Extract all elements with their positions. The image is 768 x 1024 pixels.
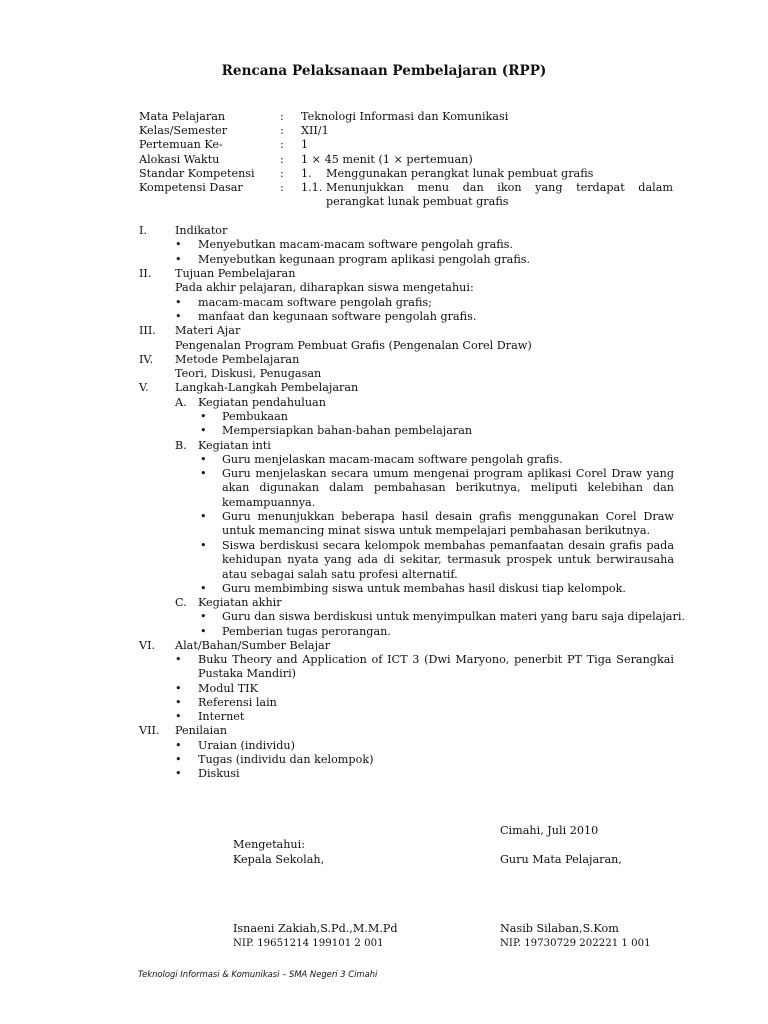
principal-nip: NIP. 19651214 199101 2 001	[233, 938, 384, 949]
identity-colon: :	[280, 181, 284, 194]
identity-colon: :	[280, 153, 284, 166]
identity-colon: :	[280, 110, 284, 123]
section-number: I.	[139, 224, 147, 237]
list-item: Buku Theory and Application of ICT 3 (Dwi Maryono, penerbit PT Tiga Serangkai Pustaka Mandiri)	[198, 653, 674, 681]
list-item: Mempersiapkan bahan-bahan pembelajaran	[222, 424, 473, 437]
section-number: IV.	[139, 353, 154, 366]
identity-label: Standar Kompetensi	[139, 167, 255, 180]
identity-value: 1	[301, 138, 309, 151]
bullet-icon: •	[200, 510, 207, 523]
subsection-letter: C.	[175, 596, 187, 609]
section-heading: Materi Ajar	[175, 324, 241, 337]
page-footer: Teknologi Informasi & Komunikasi – SMA Negeri 3 Cimahi	[138, 969, 378, 979]
subsection-letter: A.	[175, 396, 187, 409]
section-number: VI.	[139, 639, 156, 652]
subsection-heading: Kegiatan akhir	[198, 596, 282, 609]
bullet-icon: •	[175, 253, 182, 266]
bullet-icon: •	[175, 710, 182, 723]
list-item: Pembukaan	[222, 410, 288, 423]
bullet-icon: •	[175, 753, 182, 766]
teacher-nip: NIP. 19730729 202221 1 001	[500, 938, 651, 949]
section-heading: Metode Pembelajaran	[175, 353, 300, 366]
identity-colon: :	[280, 138, 284, 151]
list-item: Guru membimbing siswa untuk membahas hasil diskusi tiap kelompok.	[222, 582, 626, 595]
list-item: Referensi lain	[198, 696, 277, 709]
list-item: Tugas (individu dan kelompok)	[198, 753, 374, 766]
section-heading: Alat/Bahan/Sumber Belajar	[175, 639, 331, 652]
bullet-icon: •	[200, 539, 207, 552]
section-heading: Penilaian	[175, 724, 228, 737]
list-item: Siswa berdiskusi secara kelompok membahas pemanfaatan desain grafis pada kehidupan nyata yang ada di sekitar, termasuk prospek untuk berwirausaha atau sebagai salah satu profesi alternatif.	[222, 539, 674, 581]
identity-label: Kompetensi Dasar	[139, 181, 243, 194]
identity-value: Teknologi Informasi dan Komunikasi	[301, 110, 509, 123]
list-item: manfaat dan kegunaan software pengolah grafis.	[198, 310, 477, 323]
identity-value: Menunjukkan menu dan ikon yang terdapat dalam perangkat lunak pembuat grafis	[326, 181, 673, 209]
document-title: Rencana Pelaksanaan Pembelajaran (RPP)	[221, 63, 547, 79]
identity-colon: :	[280, 124, 284, 137]
section-intro: Pada akhir pelajaran, diharapkan siswa mengetahui:	[175, 281, 474, 294]
bullet-icon: •	[200, 625, 207, 638]
section-heading: Indikator	[175, 224, 228, 237]
teacher-title: Guru Mata Pelajaran,	[500, 853, 622, 866]
list-item: Pemberian tugas perorangan.	[222, 625, 391, 638]
identity-value: 1 × 45 menit (1 × pertemuan)	[301, 153, 473, 166]
identity-label: Kelas/Semester	[139, 124, 228, 137]
section-number: II.	[139, 267, 152, 280]
bullet-icon: •	[175, 696, 182, 709]
bullet-icon: •	[200, 453, 207, 466]
subsection-letter: B.	[175, 439, 187, 452]
identity-value: Menggunakan perangkat lunak pembuat grafis	[326, 167, 594, 180]
acknowledged-label: Mengetahui:	[233, 838, 305, 851]
bullet-icon: •	[175, 653, 182, 666]
section-number: V.	[139, 381, 149, 394]
teacher-name: Nasib Silaban,S.Kom	[500, 922, 619, 935]
list-item: macam-macam software pengolah grafis;	[198, 296, 432, 309]
section-heading: Tujuan Pembelajaran	[175, 267, 296, 280]
bullet-icon: •	[200, 410, 207, 423]
bullet-icon: •	[200, 610, 207, 623]
list-item: Diskusi	[198, 767, 240, 780]
list-item: Uraian (individu)	[198, 739, 295, 752]
list-item: Guru menjelaskan macam-macam software pengolah grafis.	[222, 453, 563, 466]
principal-name: Isnaeni Zakiah,S.Pd.,M.M.Pd	[233, 922, 398, 935]
bullet-icon: •	[175, 767, 182, 780]
list-item: Menyebutkan macam-macam software pengolah grafis.	[198, 238, 513, 251]
bullet-icon: •	[200, 467, 207, 480]
identity-label: Pertemuan Ke-	[139, 138, 223, 151]
list-item: Guru menunjukkan beberapa hasil desain grafis menggunakan Corel Draw untuk memancing minat siswa untuk mempelajari pembahasan berikutnya.	[222, 510, 674, 538]
subsection-heading: Kegiatan pendahuluan	[198, 396, 326, 409]
list-item: Menyebutkan kegunaan program aplikasi pengolah grafis.	[198, 253, 531, 266]
section-number: VII.	[139, 724, 160, 737]
list-item: Guru menjelaskan secara umum mengenai program aplikasi Corel Draw yang akan digunakan dalam pembahasan berikutnya, meliputi kelebihan dan kemampuannya.	[222, 467, 674, 509]
identity-label: Mata Pelajaran	[139, 110, 226, 123]
identity-label: Alokasi Waktu	[139, 153, 220, 166]
list-item: Modul TIK	[198, 682, 258, 695]
subsection-heading: Kegiatan inti	[198, 439, 271, 452]
bullet-icon: •	[175, 296, 182, 309]
section-number: III.	[139, 324, 156, 337]
list-item: Guru dan siswa berdiskusi untuk menyimpulkan materi yang baru saja dipelajari.	[222, 610, 685, 623]
identity-colon: :	[280, 167, 284, 180]
bullet-icon: •	[175, 682, 182, 695]
principal-title: Kepala Sekolah,	[233, 853, 325, 866]
identity-value-number: 1.	[301, 167, 312, 180]
bullet-icon: •	[200, 424, 207, 437]
section-heading: Langkah-Langkah Pembelajaran	[175, 381, 359, 394]
section-text: Teori, Diskusi, Penugasan	[175, 367, 322, 380]
place-date: Cimahi, Juli 2010	[500, 824, 599, 837]
list-item: Internet	[198, 710, 245, 723]
identity-value: XII/1	[301, 124, 329, 137]
identity-value-number: 1.1.	[301, 181, 323, 194]
section-text: Pengenalan Program Pembuat Grafis (Pengenalan Corel Draw)	[175, 339, 532, 352]
bullet-icon: •	[200, 582, 207, 595]
bullet-icon: •	[175, 739, 182, 752]
bullet-icon: •	[175, 310, 182, 323]
bullet-icon: •	[175, 238, 182, 251]
